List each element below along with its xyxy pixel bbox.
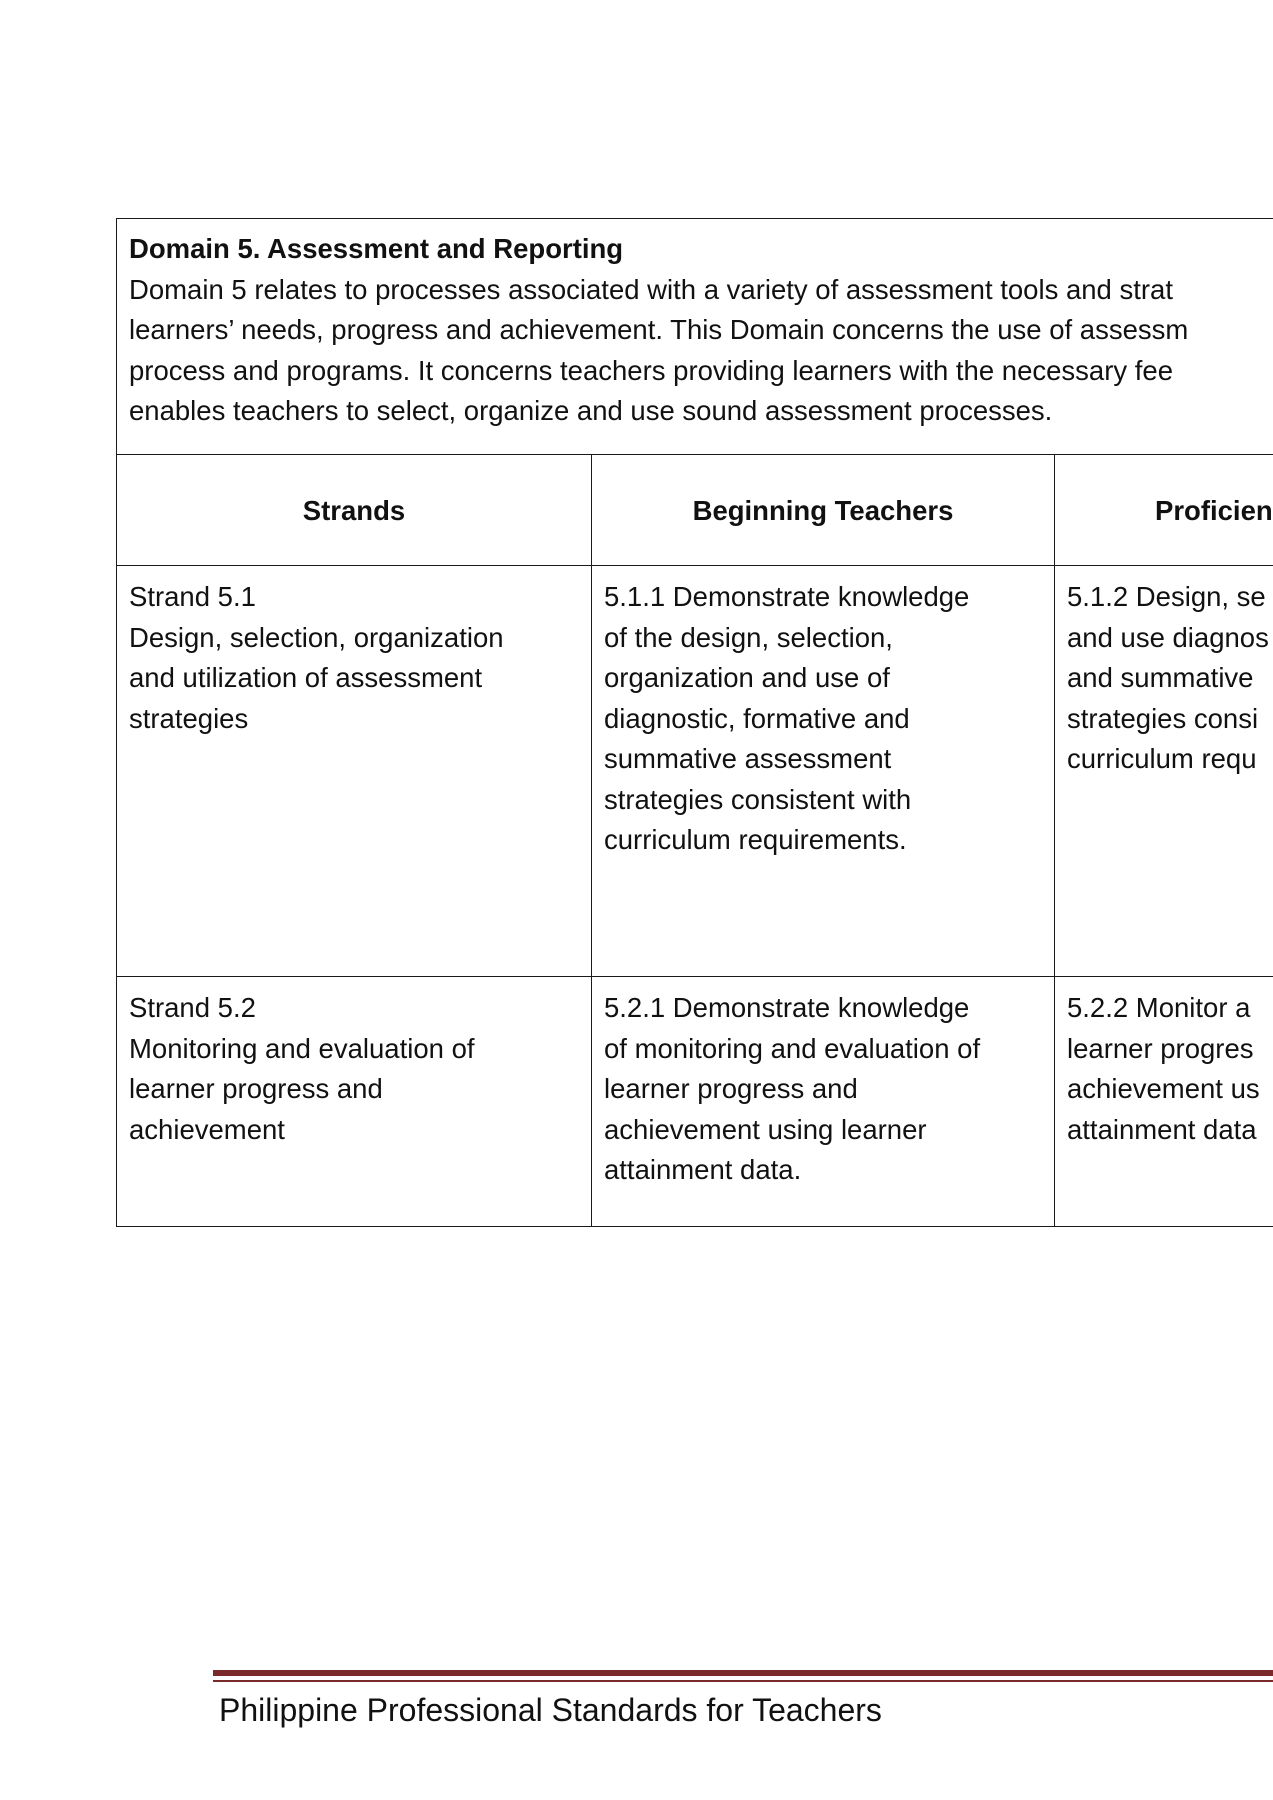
domain-table	[116, 218, 1273, 1227]
column-header-beginning: Beginning Teachers	[592, 455, 1055, 566]
strand-line: strategies	[129, 702, 249, 734]
beginning-line: strategies consistent with	[604, 783, 912, 815]
strand-line: Strand 5.1	[129, 581, 256, 612]
domain-intro-cell	[117, 219, 1273, 455]
domain-description-line: learners’ needs, progress and achievement. This Domain concerns the use of assessm	[129, 314, 1189, 345]
domain-title: Domain 5. Assessment and Reporting	[129, 233, 624, 264]
strand-line: Strand 5.2	[129, 992, 256, 1023]
beginning-line: organization and use of	[604, 662, 890, 693]
domain-description-line: enables teachers to select, organize and use sound assessment processes.	[129, 395, 1053, 426]
domain-description-line: Domain 5 relates to processes associated with a variety of assessment tools and strat	[129, 273, 1173, 305]
footer-rule-thin	[213, 1680, 1273, 1682]
strand-line: learner progress and	[129, 1073, 383, 1104]
proficient-cell	[1055, 977, 1273, 1227]
beginning-line: curriculum requirements.	[604, 824, 907, 855]
domain-description-line: process and programs. It concerns teachers providing learners with the necessary fee	[129, 354, 1173, 386]
beginning-line: summative assessment	[604, 743, 892, 774]
proficient-line: curriculum requ	[1067, 743, 1257, 774]
beginning-line: of monitoring and evaluation of	[604, 1032, 981, 1064]
table-row	[117, 977, 1273, 1227]
beginning-line: learner progress and	[604, 1073, 858, 1104]
strand-line: achievement	[129, 1113, 285, 1145]
proficient-line: achievement us	[1067, 1073, 1260, 1104]
strand-cell	[117, 566, 592, 977]
proficient-line: and use diagnos	[1067, 621, 1269, 653]
proficient-line: learner progres	[1067, 1032, 1254, 1064]
beginning-cell	[592, 977, 1055, 1227]
footer-rule	[213, 1670, 1273, 1676]
beginning-line: achievement using learner	[604, 1113, 927, 1145]
proficient-line: 5.1.2 Design, se	[1067, 581, 1266, 612]
beginning-cell	[592, 566, 1055, 977]
beginning-line: diagnostic, formative and	[604, 702, 910, 734]
table-header-row	[117, 455, 1273, 566]
proficient-line: and summative	[1067, 662, 1254, 693]
column-header-proficient: Proficien	[1055, 455, 1273, 566]
column-header-strands: Strands	[117, 455, 592, 566]
proficient-cell	[1055, 566, 1273, 977]
strand-cell	[117, 977, 592, 1227]
strand-line: Design, selection, organization	[129, 621, 504, 653]
proficient-line: 5.2.2 Monitor a	[1067, 992, 1251, 1023]
beginning-line: attainment data.	[604, 1154, 802, 1185]
beginning-line: 5.1.1 Demonstrate knowledge	[604, 581, 970, 612]
beginning-line: of the design, selection,	[604, 621, 893, 653]
table-row	[117, 566, 1273, 977]
proficient-line: strategies consi	[1067, 702, 1259, 734]
strand-line: and utilization of assessment	[129, 662, 483, 693]
beginning-line: 5.2.1 Demonstrate knowledge	[604, 992, 970, 1023]
strand-line: Monitoring and evaluation of	[129, 1032, 475, 1064]
footer-title: Philippine Professional Standards for Teachers	[219, 1692, 882, 1728]
proficient-line: attainment data	[1067, 1113, 1257, 1145]
